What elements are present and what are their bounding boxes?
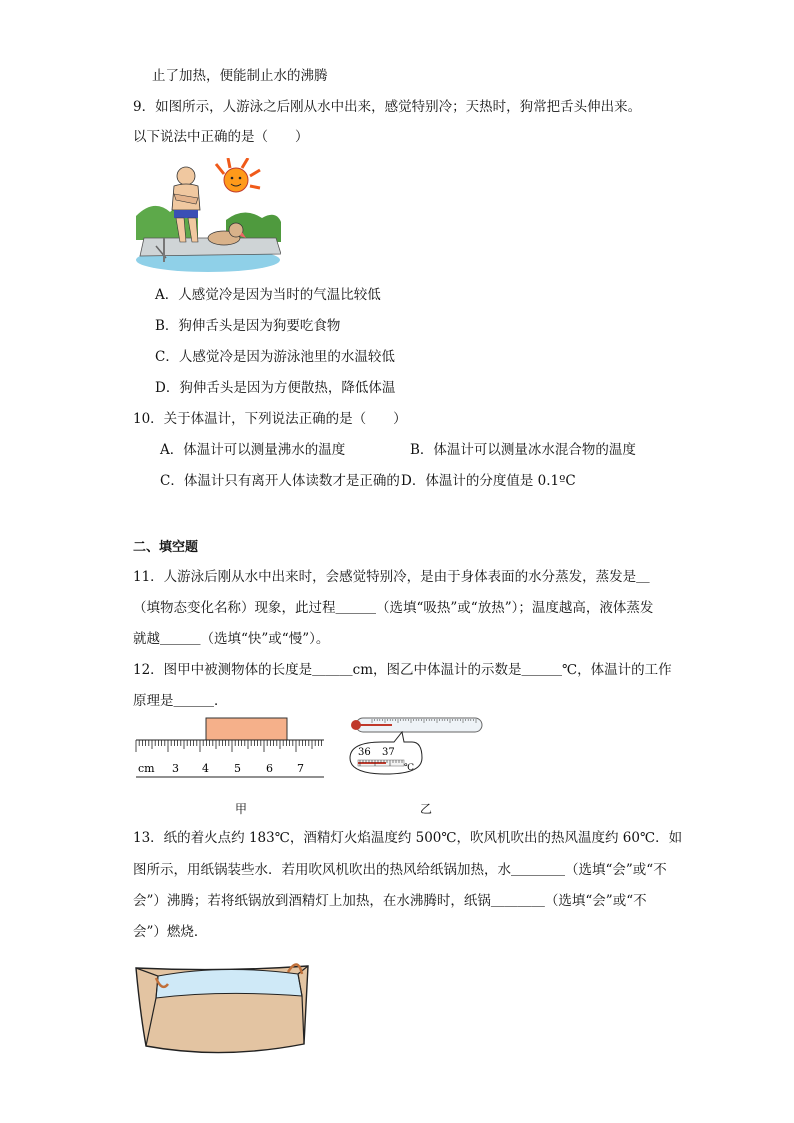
q11-line2: （填物态变化名称）现象，此过程＿＿＿（选填“吸热”或“放热”）；温度越高，液体蒸发 [133, 600, 654, 616]
ruler-label-7: 7 [297, 762, 304, 775]
q12-line1: 12．图甲中被测物体的长度是＿＿＿cm，图乙中体温计的示数是＿＿＿℃，体温计的工作 [133, 662, 672, 678]
q9-option-b: B．狗伸舌头是因为狗要吃食物 [155, 318, 341, 334]
q13-line4: 会”）燃烧． [133, 924, 208, 940]
therm-unit: ℃ [404, 763, 415, 773]
q9-stem-line1: 9．如图所示，人游泳之后刚从水中出来，感觉特别冷；天热时，狗常把舌头伸出来。 [133, 99, 642, 115]
paper-pot-illustration [132, 950, 312, 1062]
ruler-label-5: 5 [234, 762, 241, 775]
q10-stem: 10．关于体温计，下列说法正确的是（ ） [133, 411, 407, 427]
therm-label-36: 36 [358, 747, 371, 758]
q10-option-c: C．体温计只有离开人体读数才是正确的 [160, 473, 400, 489]
q13-line2: 图所示，用纸锅装些水．若用吹风机吹出的热风给纸锅加热，水＿＿＿＿（选填“会”或“不 [133, 862, 667, 878]
q11-line1: 11．人游泳后刚从水中出来时，会感觉特别冷，是由于身体表面的水分蒸发，蒸发是＿ [133, 569, 650, 585]
q8-tail: 止了加热，便能制止水的沸腾 [152, 68, 328, 84]
q9-option-a: A．人感觉冷是因为当时的气温比较低 [155, 287, 381, 303]
ruler-ticks [136, 740, 322, 752]
q9-option-c: C．人感觉冷是因为游泳池里的水温较低 [155, 349, 395, 365]
ruler-label-3: 3 [172, 762, 179, 775]
q12-line2: 原理是＿＿＿． [133, 693, 228, 709]
q9-stem-line2: 以下说法中正确的是（ ） [133, 129, 309, 145]
q10-option-a: A．体温计可以测量沸水的温度 [160, 442, 346, 458]
section-title: 二、填空题 [133, 540, 199, 555]
figure-caption-b: 乙 [420, 802, 433, 816]
thermometer-figure [342, 714, 487, 786]
ruler-figure [134, 716, 329, 782]
q11-line3: 就越＿＿＿（选填“快”或“慢”）。 [133, 631, 330, 647]
q10-option-d: D．体温计的分度值是 0.1ºC [401, 473, 576, 489]
q13-line1: 13．纸的着火点约 183℃，酒精灯火焰温度约 500℃，吹风机吹出的热风温度约 60℃．如 [133, 830, 683, 846]
q10-option-b: B．体温计可以测量冰水混合物的温度 [410, 442, 636, 458]
figure-caption-a: 甲 [235, 802, 248, 816]
ruler-label-6: 6 [266, 762, 273, 775]
therm-label-37: 37 [382, 747, 395, 758]
q9-option-d: D．狗伸舌头是因为方便散热，降低体温 [155, 380, 396, 396]
ruler-unit: cm [138, 762, 155, 775]
q13-line3: 会”）沸腾；若将纸锅放到酒精灯上加热，在水沸腾时，纸锅＿＿＿＿（选填“会”或“不 [133, 893, 647, 909]
ruler-label-4: 4 [202, 762, 209, 775]
swimmer-dog-illustration [136, 158, 281, 273]
